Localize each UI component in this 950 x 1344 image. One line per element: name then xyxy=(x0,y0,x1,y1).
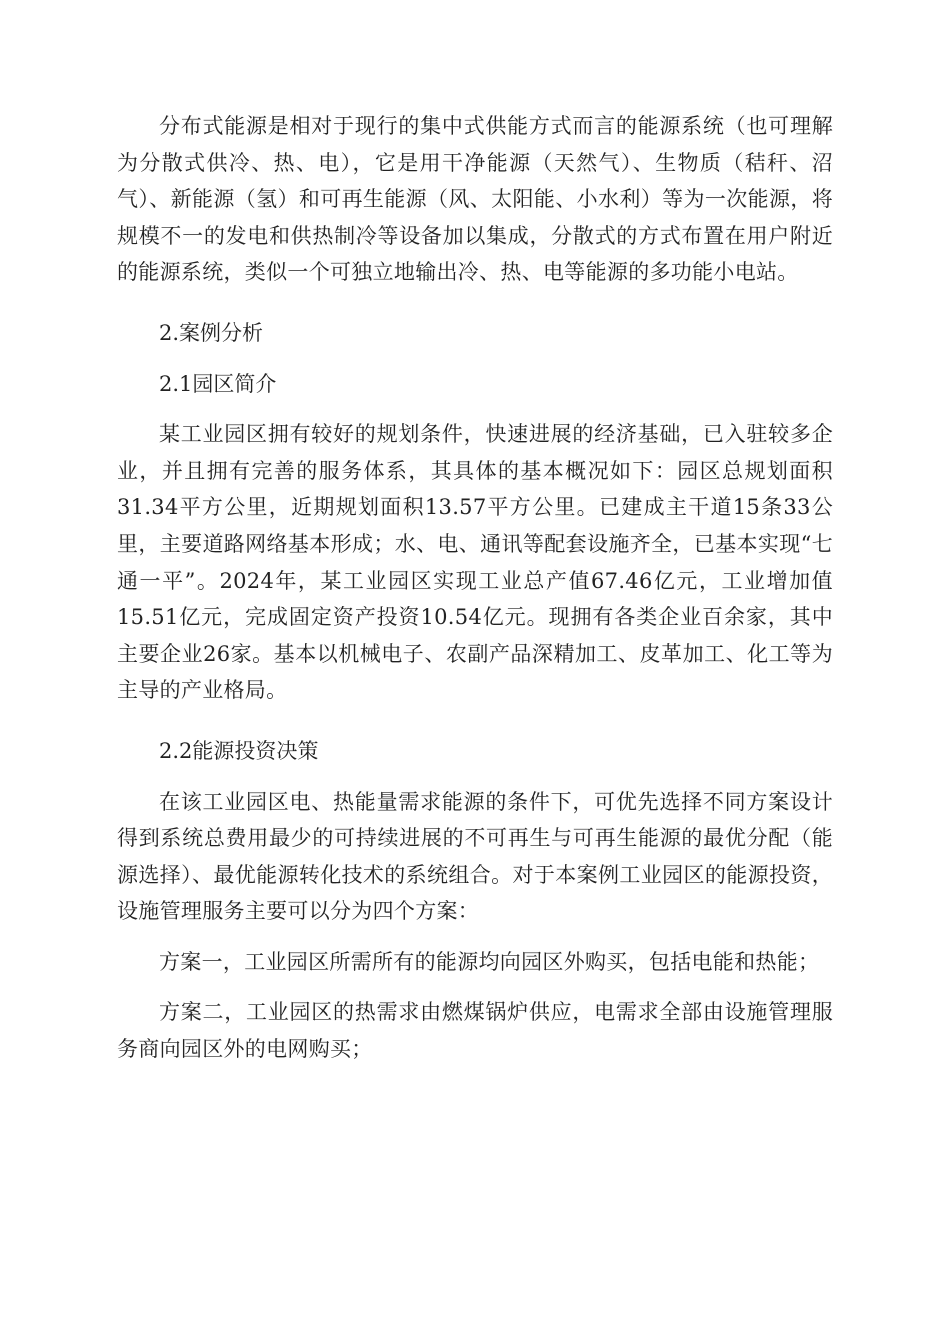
paragraph-plan-one: 方案一，工业园区所需所有的能源均向园区外购买，包括电能和热能； xyxy=(159,949,820,974)
heading-park-overview: 2.1园区简介 xyxy=(159,371,277,396)
paragraph-distributed-energy: 分布式能源是相对于现行的集中式供能方式而言的能源系统（也可理解为分散式供冷、热、电），它是用干净能源（天然气）、生物质（秸秆、沼气）、新能源（氢）和可再生能源（风、太阳能、小水利）等为一次能源，将规模不一的发电和供热制冷等设备加以集成，分散式的方式布置在用户附近的能源系统，类似一个可独立地输出冷、热、电等能源的多功能小电站。 xyxy=(117,114,833,285)
heading-case-analysis: 2.案例分析 xyxy=(159,320,264,345)
paragraph-park-overview: 某工业园区拥有较好的规划条件，快速进展的经济基础，已入驻较多企业，并且拥有完善的服务体系，其具体的基本概况如下：园区总规划面积31.34平方公里，近期规划面积13.57平方公里。已建成主干道15条33公里，主要道路网络基本形成；水、电、通讯等配套设施齐全，已基本实现“七通一平”。2024年，某工业园区实现工业总产值67.46亿元，工业增加值15.51亿元，完成固定资产投资10.54亿元。现拥有各类企业百余家，其中主要企业26家。基本以机械电子、农副产品深精加工、皮革加工、化工等为主导的产业格局。 xyxy=(117,422,833,703)
document-page xyxy=(117,108,833,1068)
paragraph-energy-decision: 在该工业园区电、热能量需求能源的条件下，可优先选择不同方案设计得到系统总费用最少的可持续进展的不可再生与可再生能源的最优分配（能源选择）、最优能源转化技术的系统组合。对于本案例工业园区的能源投资，设施管理服务主要可以分为四个方案： xyxy=(117,789,833,924)
paragraph-plan-two: 方案二，工业园区的热需求由燃煤锅炉供应，电需求全部由设施管理服务商向园区外的电网购买； xyxy=(117,1000,833,1062)
heading-energy-investment-decision: 2.2能源投资决策 xyxy=(159,738,319,763)
